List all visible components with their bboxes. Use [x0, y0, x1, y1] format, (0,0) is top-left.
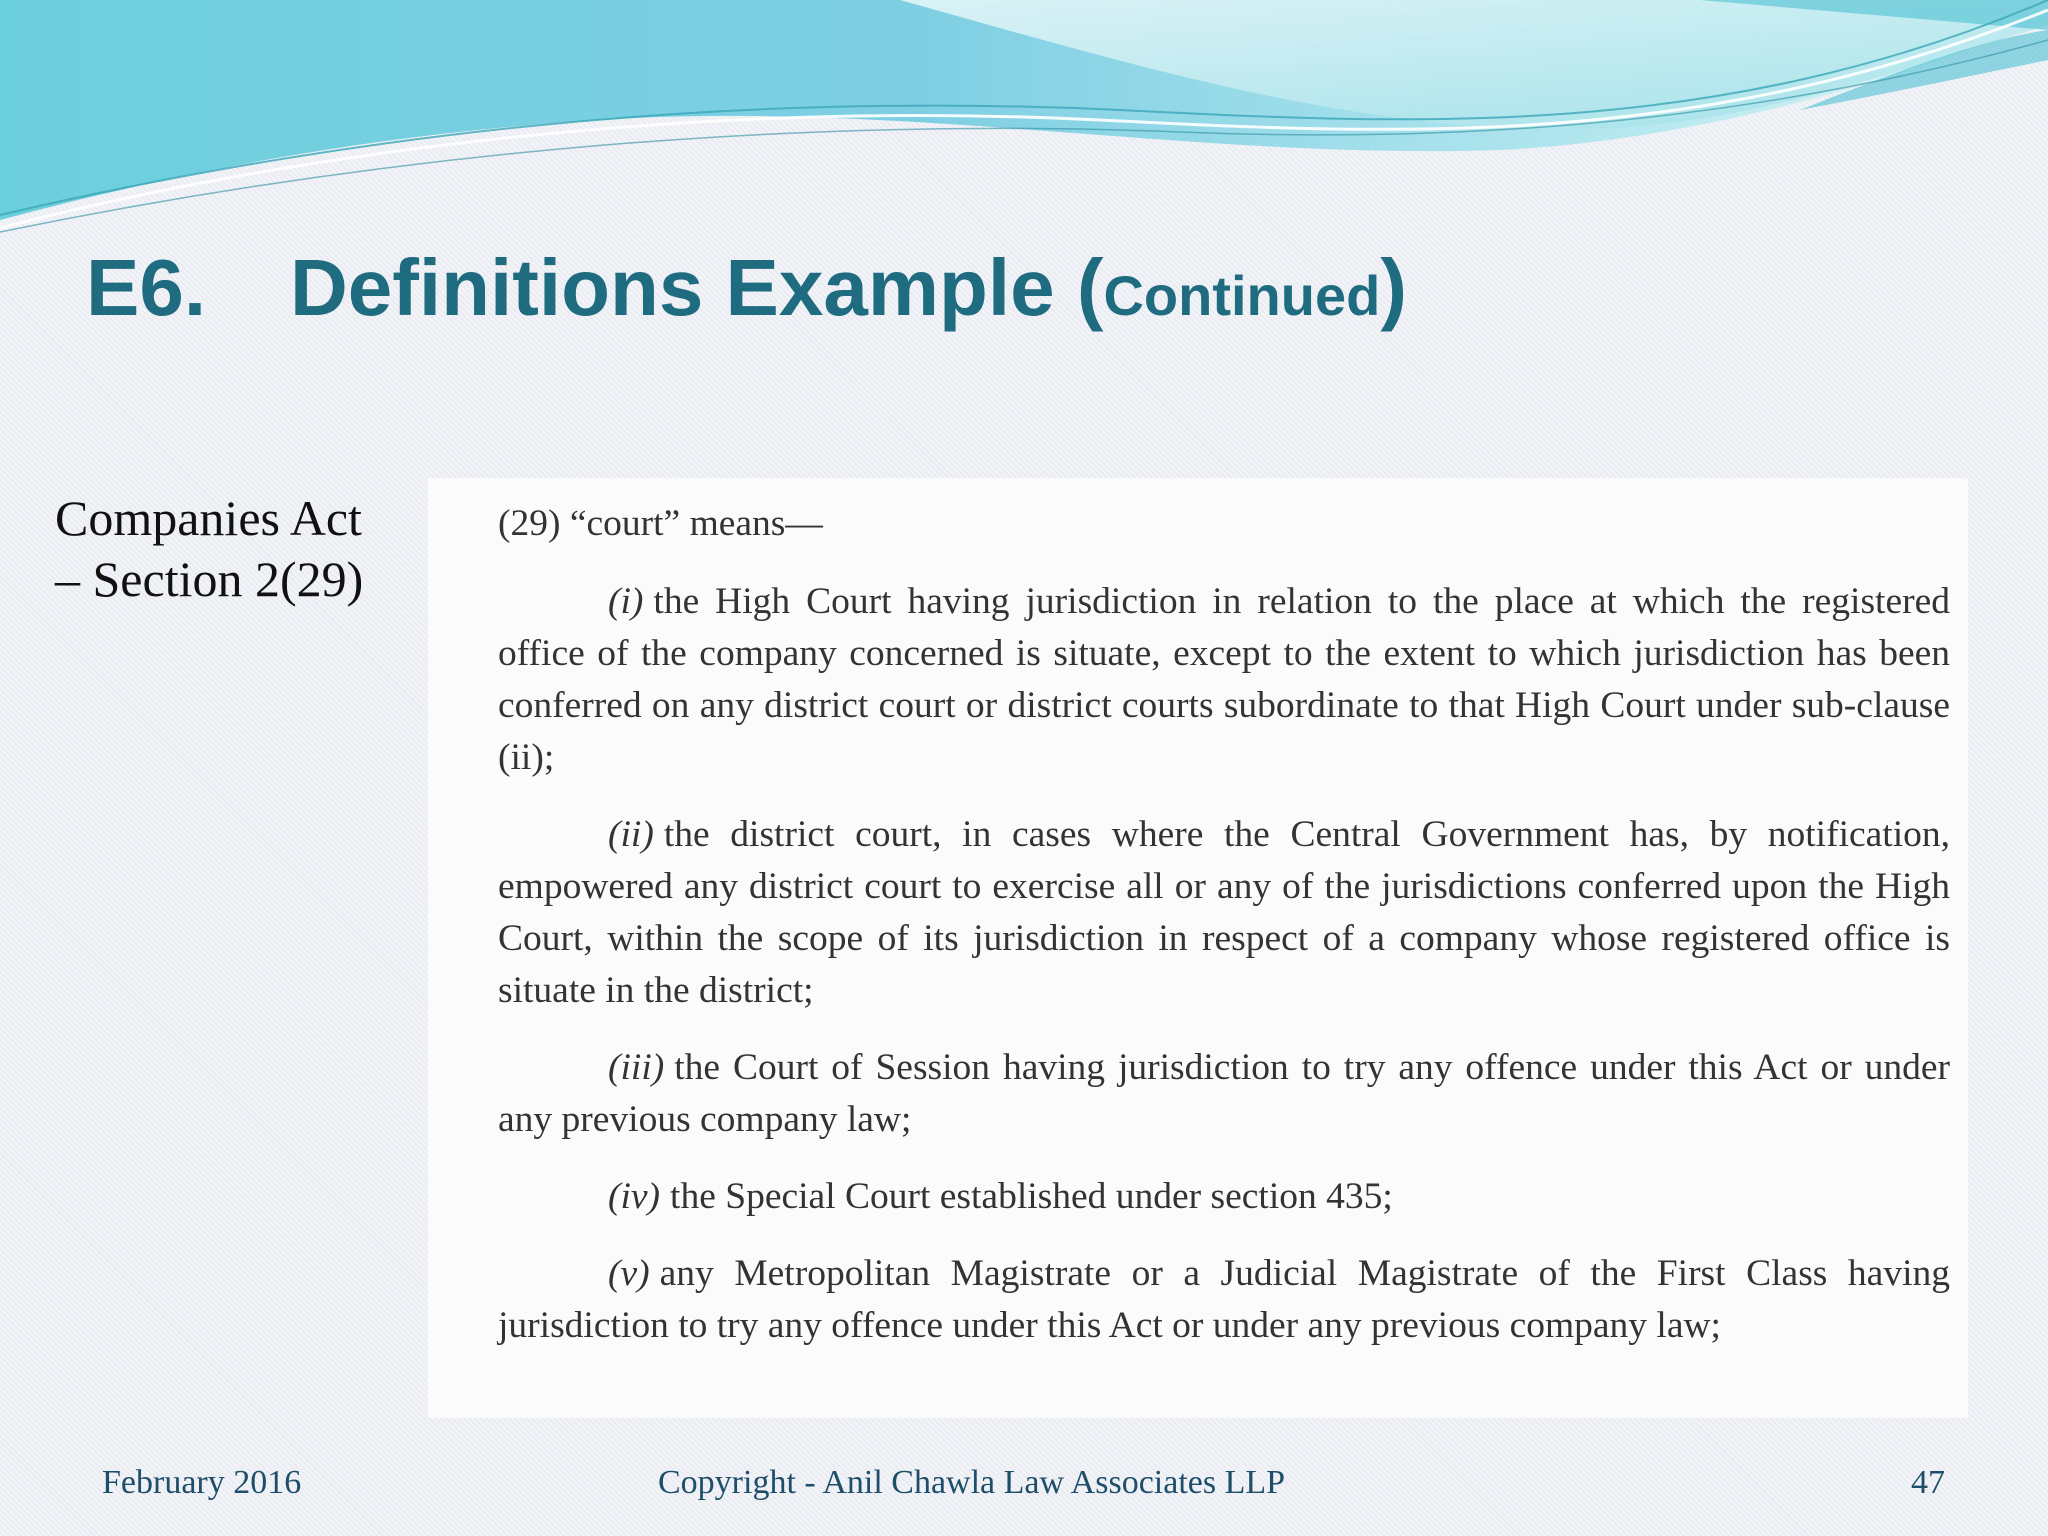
- clause-text: the High Court having jurisdiction in relation to the place at which the registered office of the company concerned is situate, except to the extent to which jurisdiction has been conferred on any district court or district courts subordinate to that High Court under sub-clause (ii);: [498, 581, 1950, 778]
- clause-marker: (iii): [608, 1047, 665, 1088]
- title-number: E6.: [86, 243, 207, 332]
- header-wave-decoration: [0, 0, 2048, 240]
- clause-v: [498, 1248, 1950, 1352]
- document-excerpt: [428, 478, 1968, 1418]
- clause-iii: [498, 1042, 1950, 1146]
- title-continued: Continued: [1103, 264, 1381, 327]
- side-label: [55, 488, 415, 610]
- clause-marker: (v): [608, 1253, 650, 1294]
- footer-page-number: 47: [1911, 1464, 1945, 1501]
- clause-text: the Court of Session having jurisdiction to try any offence under this Act or under any previous company law;: [498, 1047, 1950, 1140]
- slide-title: [86, 243, 1407, 332]
- clause-text: any Metropolitan Magistrate or a Judicial Magistrate of the First Class having jurisdiction to try any offence under this Act or under any previous company law;: [498, 1253, 1950, 1346]
- footer-date: February 2016: [102, 1464, 302, 1501]
- side-label-line-1: Companies Act: [55, 490, 362, 546]
- clause-iv: [498, 1171, 1950, 1223]
- document-text: [498, 498, 1950, 1377]
- definition-heading: (29) “court” means—: [498, 503, 823, 544]
- title-main: Definitions Example (: [290, 243, 1104, 332]
- clause-text: the Special Court established under section 435;: [670, 1176, 1393, 1217]
- title-close: ): [1380, 243, 1407, 332]
- footer-copyright: Copyright - Anil Chawla Law Associates LLP: [658, 1464, 1286, 1501]
- side-label-line-2: – Section 2(29): [55, 551, 364, 607]
- clause-marker: (i): [608, 581, 644, 622]
- clause-marker: (ii): [608, 814, 654, 855]
- clause-i: [498, 576, 1950, 784]
- clause-ii: [498, 809, 1950, 1017]
- clause-marker: (iv): [608, 1176, 661, 1217]
- clause-text: the district court, in cases where the Central Government has, by notification, empowered any district court to exercise all or any of the jurisdictions conferred upon the High Court, within the scope of its jurisdiction in respect of a company whose registered office is situate in the district;: [498, 814, 1950, 1011]
